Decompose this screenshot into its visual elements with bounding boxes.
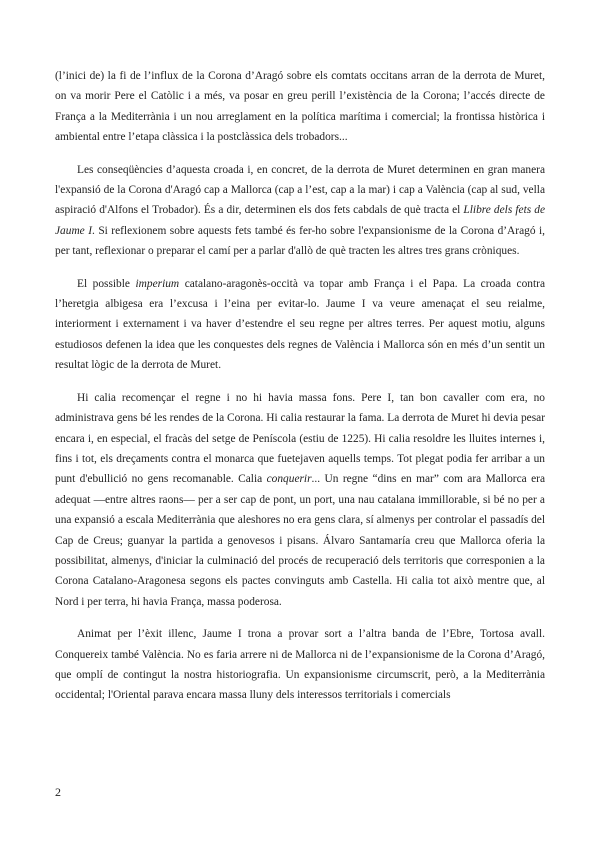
- body-text: [55, 66, 545, 718]
- text-run: ... Un regne “dins en mar” com ara Mallorca era adequat —entre altres raons— per a ser cap de pont, un port, una nau catalana immillorable, si bé no per a una expansió a escala Mediterrània que aleshores no era gens clara, sí almenys per controlar el passadís del Cap de Creus; guanyar la partida a genovesos i pisans. Álvaro Santamaría creu que Mallorca oferia la possibilitat, almenys, d'iniciar la culminació del procés de recuperació dels territoris que corresponien a la Corona Catalano-Aragonesa segons els pactes convinguts amb Castella. Hi calia tot això mentre que, al Nord i per terra, hi havia França, massa poderosa.: [55, 473, 546, 608]
- text-run: . Si reflexionem sobre aquests fets també és fer-ho sobre l'expansionisme de la Corona d’Aragó i, per tant, reflexionar o preparar el camí per a parlar d'allò de què tracten les altres tres grans cròniques.: [55, 224, 546, 258]
- paragraph: [55, 66, 545, 148]
- page-number: 2: [55, 785, 61, 799]
- text-run: El possible: [77, 277, 136, 290]
- text-run: Hi calia recomençar el regne i no hi havia massa fons. Pere I, tan bon cavaller com era, no administrava gens bé les rendes de la Corona. Hi calia restaurar la fama. La derrota de Muret hi devia pesar encara i, en especial, el fracàs del setge de Peníscola (estiu de 1225). Hi calia resoldre les lluites internes i, fins i tot, els dreçaments contra el monarca que fuetejaven aquells temps. Tot plegat podia fer arribar a un punt d'ebullició no gens recomanable. Calia: [55, 391, 545, 486]
- text-run: catalano-aragonès-occità va topar amb França i el Papa. La croada contra l’heretgia albigesa era l’excusa i l’eina per evitar-lo. Jaume I va veure amenaçat el seu reialme, interiorment i externament i va haver d’estendre el seu regne per altres terres. Per aquest motiu, alguns estudiosos defenen la idea que les conquestes dels regnes de València i Mallorca són en més d’un sentit un resultat lògic de la derrota de Muret.: [55, 277, 546, 372]
- text-run: Animat per l’èxit illenc, Jaume I trona a provar sort a l’altra banda de l’Ebre, Tortosa avall. Conquereix també València. No es faria arrere ni de Mallorca ni de l’expansionisme de la Corona d’Aragó, que omplí de contingut la nostra historiografia. Un expansionisme circumscrit, però, a la Mediterrània occidental; l'Oriental parava encara massa lluny dels interessos territorials i comercials: [55, 628, 545, 702]
- italic-text: imperium: [135, 277, 180, 290]
- paragraph: [55, 274, 545, 376]
- text-run: (l’inici de) la fi de l’influx de la Corona d’Aragó sobre els comtats occitans arran de la derrota de Muret, on va morir Pere el Catòlic i a més, va posar en greu perill l’existència de la Corona; l’accés directe de França a la Mediterrània i un nou arreglament en la política marítima i comercial; la frontissa històrica i ambiental entre l’etapa clàssica i la postclàssica dels trobadors...: [55, 70, 545, 144]
- paragraph: [55, 160, 545, 262]
- italic-text: Llibre dels fets de Jaume I: [55, 204, 546, 237]
- paragraph: [55, 624, 545, 706]
- text-run: Les conseqüències d’aquesta croada i, en concret, de la derrota de Muret determinen en gran manera l'expansió de la Corona d'Aragó cap a Mallorca (cap a l’est, cap a la mar) i cap a València (cap al sud, vella aspiració d'Alfons el Trobador). És a dir, determinen els dos fets cabdals de què tracta el: [55, 163, 545, 217]
- italic-text: conquerir: [266, 473, 312, 486]
- paragraph: [55, 388, 545, 612]
